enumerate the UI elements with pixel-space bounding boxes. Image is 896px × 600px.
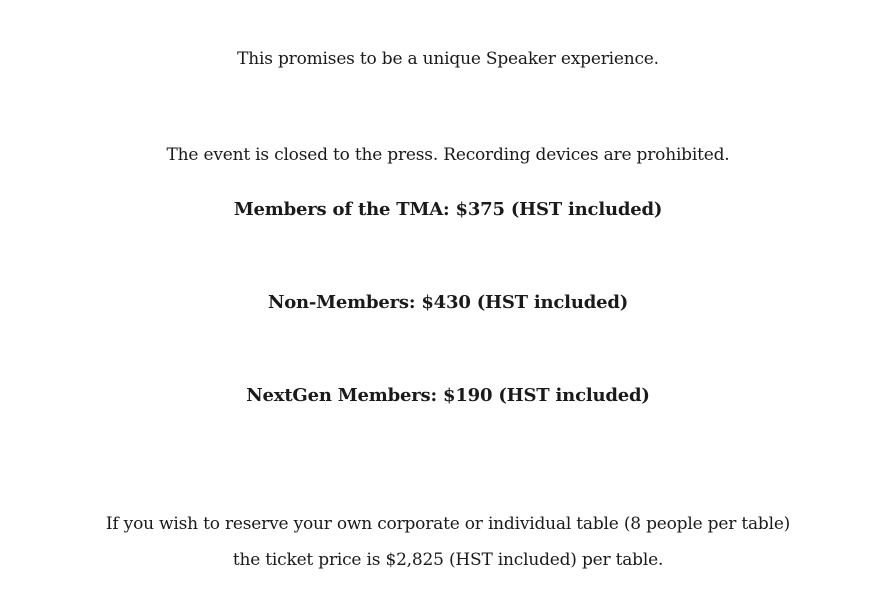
- table-reservation-line-2: the ticket price is $2,825 (HST included) per table.: [232, 550, 664, 570]
- press-notice: The event is closed to the press. Recording devices are prohibited.: [166, 145, 730, 165]
- table-reservation-line-1: If you wish to reserve your own corporate or individual table (8 people per table): [105, 514, 791, 534]
- price-members: Members of the TMA: $375 (HST included): [233, 199, 663, 220]
- price-non-members: Non-Members: $430 (HST included): [267, 292, 629, 313]
- intro-text: This promises to be a unique Speaker experience.: [237, 49, 659, 69]
- price-nextgen: NextGen Members: $190 (HST included): [246, 385, 650, 406]
